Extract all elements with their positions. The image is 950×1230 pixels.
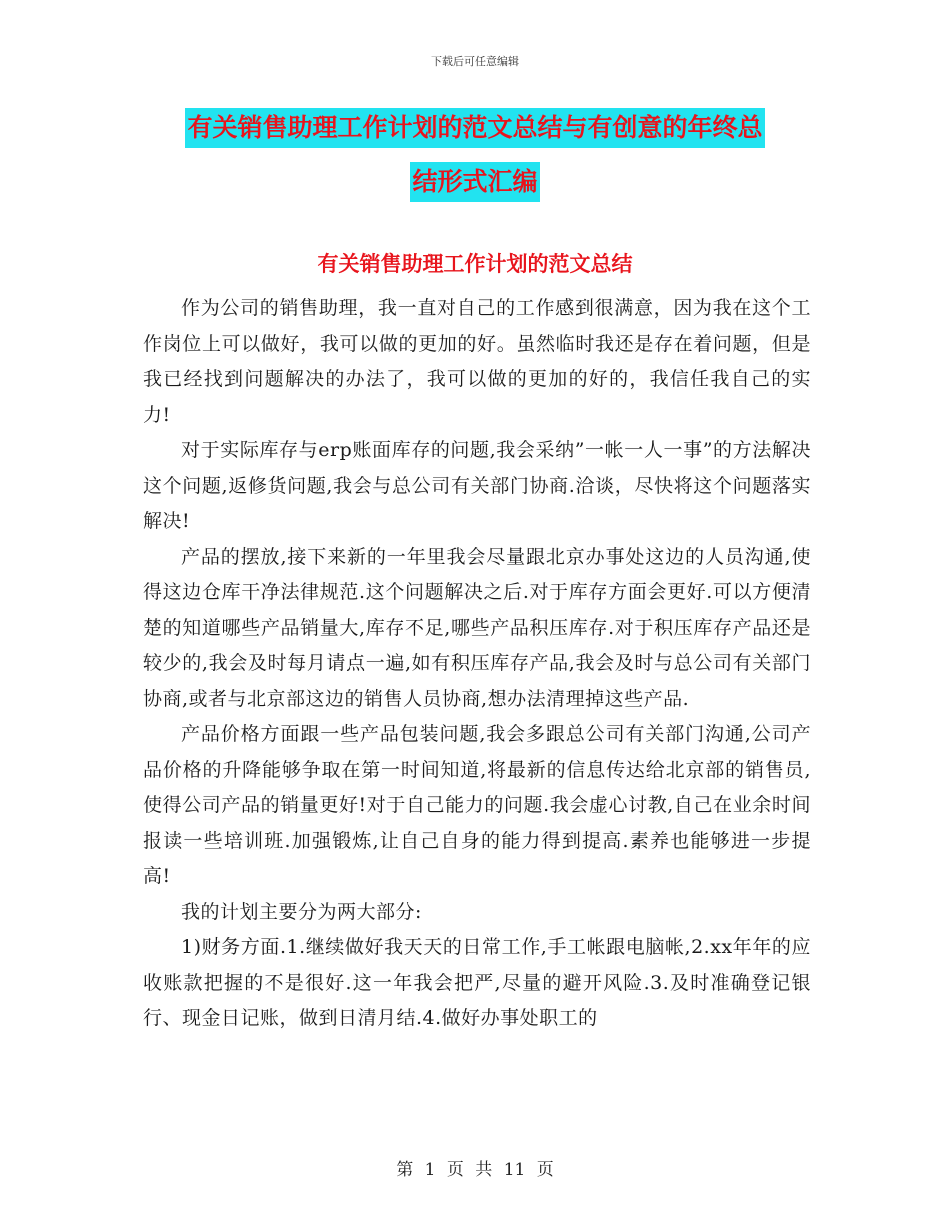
title-line-2: 结形式汇编: [410, 162, 539, 202]
page-number: 第 1 页 共 11 页: [396, 1160, 554, 1180]
paragraph: 对于实际库存与erp账面库存的问题,我会采纳”一帐一人一事”的方法解决这个问题,返修货问题,我会与总公司有关部门协商.洽谈，尽快将这个问题落实解决!: [143, 439, 811, 532]
paragraph: 产品价格方面跟一些产品包装问题,我会多跟总公司有关部门沟通,公司产品价格的升降能够争取在第一时间知道,将最新的信息传达给北京部的销售员,使得公司产品的销量更好!对于自己能力的问题.我会虚心讨教,自己在业余时间报读一些培训班.加强锻炼,让自己自身的能力得到提高.素养也能够进一步提高!: [143, 723, 811, 887]
document-title: [0, 108, 950, 216]
paragraph: 作为公司的销售助理，我一直对自己的工作感到很满意，因为我在这个工作岗位上可以做好，我可以做的更加的好。虽然临时我还是存在着问题，但是我已经找到问题解决的办法了，我可以做的更加的好的，我信任我自己的实力!: [143, 297, 811, 426]
section-heading: 有关销售助理工作计划的范文总结: [317, 252, 633, 276]
paragraph: 1)财务方面.1.继续做好我天天的日常工作,手工帐跟电脑帐,2.xx年年的应收账款把握的不是很好.这一年我会把严,尽量的避开风险.3.及时准确登记银行、现金日记账，做到日清月结.4.做好办事处职工的: [143, 936, 811, 1029]
header-note: 下载后可任意编辑: [431, 55, 519, 68]
document-body: [143, 291, 811, 1037]
title-line-1: 有关销售助理工作计划的范文总结与有创意的年终总: [185, 108, 764, 148]
paragraph: 产品的摆放,接下来新的一年里我会尽量跟北京办事处这边的人员沟通,使得这边仓库干净法律规范.这个问题解决之后.对于库存方面会更好.可以方便清楚的知道哪些产品销量大,库存不足,哪些产品积压库存.对于积压库存产品还是较少的,我会及时每月请点一遍,如有积压库存产品,我会及时与总公司有关部门协商,或者与北京部这边的销售人员协商,想办法清理掉这些产品.: [143, 545, 811, 710]
paragraph: 我的计划主要分为两大部分:: [181, 900, 422, 923]
